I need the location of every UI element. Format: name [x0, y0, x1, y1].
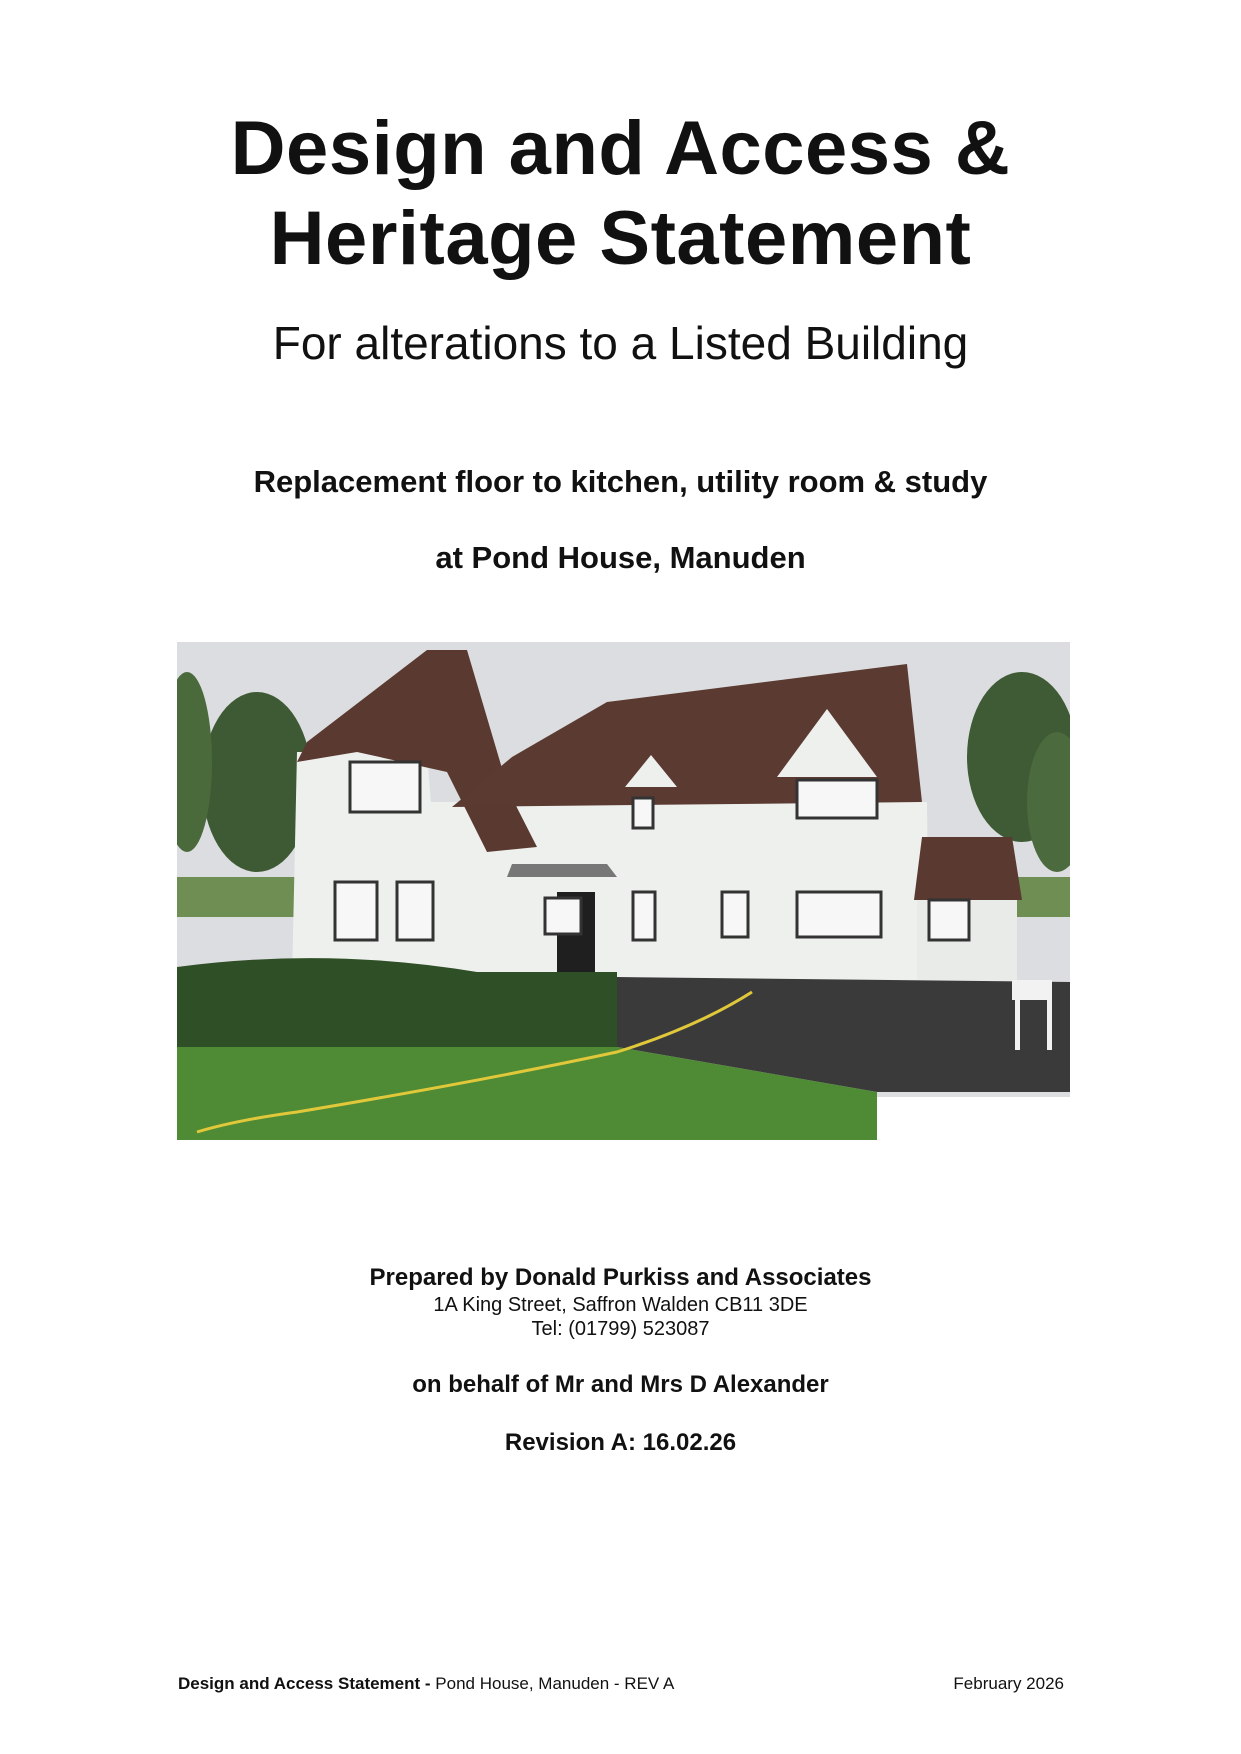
footer-title: Design and Access Statement -	[178, 1674, 431, 1693]
project-location: at Pond House, Manuden	[435, 540, 806, 575]
project-description: Replacement floor to kitchen, utility room & study	[253, 464, 988, 499]
title-line-2: Heritage Statement	[269, 196, 972, 281]
client-line: on behalf of Mr and Mrs D Alexander	[412, 1371, 829, 1398]
title-line-1: Design and Access &	[230, 106, 1011, 191]
footer-document-reference	[178, 1673, 674, 1695]
prepared-by-block	[0, 1263, 1241, 1341]
practice-address: 1A King Street, Saffron Walden CB11 3DE	[433, 1294, 808, 1316]
practice-telephone: Tel: (01799) 523087	[531, 1318, 710, 1340]
prepared-by: Prepared by Donald Purkiss and Associates	[369, 1264, 872, 1291]
document-subtitle: For alterations to a Listed Building	[272, 317, 969, 369]
house-photo	[177, 642, 1070, 1140]
document-title	[0, 104, 1241, 284]
revision-line: Revision A: 16.02.26	[504, 1429, 737, 1456]
footer-date: February 2026	[953, 1674, 1064, 1693]
footer-reference: Pond House, Manuden - REV A	[430, 1674, 675, 1693]
